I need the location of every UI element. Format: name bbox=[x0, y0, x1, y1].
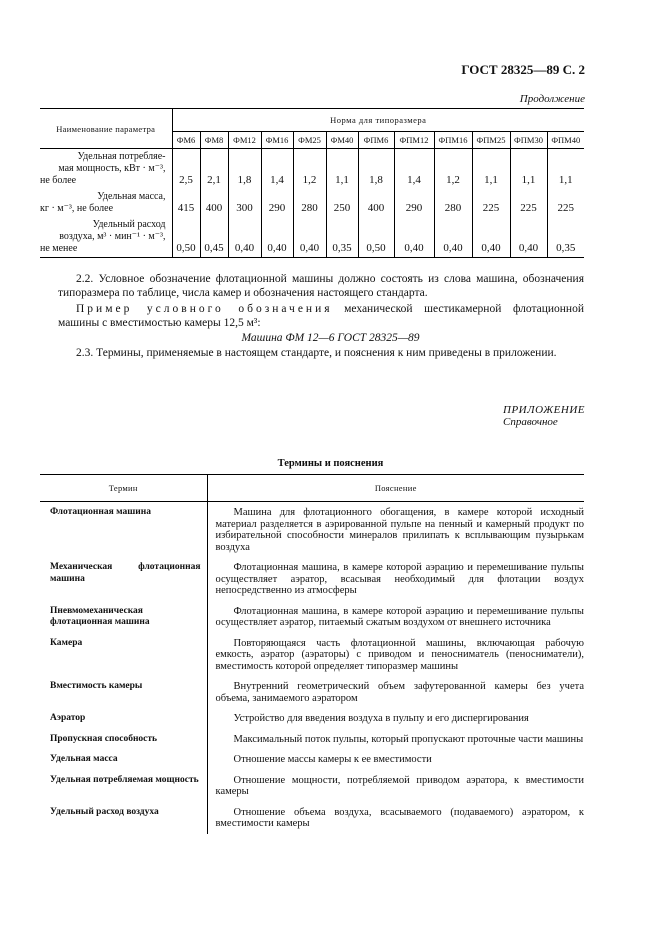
explanation bbox=[207, 676, 584, 708]
value-cell: 0,40 bbox=[394, 217, 434, 258]
explanation bbox=[207, 633, 584, 677]
size-header: ФМ12 bbox=[228, 132, 261, 149]
value-cell: 1,2 bbox=[293, 149, 326, 190]
explanation-text: Максимальный поток пульпы, который пропускают проточные части машины bbox=[233, 733, 584, 745]
explanation-text: Отношение мощности, потребляемой приводом аэратора, к вместимости камеры bbox=[215, 774, 584, 797]
value-cell: 415 bbox=[177, 202, 195, 214]
param-line: Удельная потребляе- bbox=[77, 151, 166, 162]
explanation bbox=[207, 557, 584, 601]
term: Флотационная машина bbox=[40, 502, 207, 558]
value-cell: 0,50 bbox=[358, 217, 394, 258]
term: Механическая флотационная машина bbox=[40, 557, 207, 601]
explanation-text: Флотационная машина, в камере которой аэрацию и перемешивание пульпы осуществляет аэратор, питаемый сжатым воздухом от внешнего источника bbox=[215, 605, 584, 628]
size-header: ФПМ40 bbox=[547, 132, 584, 149]
explanation-column-header: Пояснение bbox=[207, 475, 584, 502]
explanation bbox=[207, 708, 584, 729]
param-line: воздуха, м³ · мин⁻¹ · м⁻³, bbox=[59, 231, 166, 242]
param-line: Удельный расход bbox=[92, 219, 166, 230]
value-cell: 280 bbox=[434, 189, 472, 217]
size-header: ФПМ12 bbox=[394, 132, 434, 149]
value-cell: 0,40 bbox=[293, 217, 326, 258]
page-header: ГОСТ 28325—89 С. 2 bbox=[461, 62, 585, 77]
value-cell: 1,2 bbox=[434, 149, 472, 190]
norm-header: Норма для типоразмера bbox=[172, 109, 584, 132]
value-cell: 1,1 bbox=[547, 149, 584, 190]
table-row bbox=[40, 557, 584, 601]
value-cell: 1,4 bbox=[261, 149, 293, 190]
size-header: ФМ16 bbox=[261, 132, 293, 149]
param-line: мая мощность, кВт · м⁻³, bbox=[58, 163, 166, 174]
term: Пневмомеханическая флотационная машина bbox=[40, 601, 207, 633]
table-row bbox=[40, 708, 584, 729]
value-cell: 1,8 bbox=[358, 149, 394, 190]
param-line: не более bbox=[40, 175, 77, 186]
size-header: ФМ25 bbox=[293, 132, 326, 149]
table-row bbox=[40, 676, 584, 708]
value-cell: 0,40 bbox=[472, 217, 510, 258]
paragraph-2-3: 2.3. Термины, применяемые в настоящем стандарте, и пояснения к ним приведены в приложении. bbox=[76, 347, 557, 359]
value-cell: 290 bbox=[394, 189, 434, 217]
appendix-title: ПРИЛОЖЕНИЕ bbox=[503, 404, 585, 416]
explanation-text: Повторяющаяся часть флотационной машины, включающая рабочую емкость, аэратор (аэраторы) с приводом и пеносниматель (пеносниматели), вместимость которой определяет типоразмер машины bbox=[215, 637, 584, 672]
value-cell: 0,40 bbox=[261, 217, 293, 258]
value-cell: 225 bbox=[472, 189, 510, 217]
param-name bbox=[40, 189, 172, 217]
table-row bbox=[40, 749, 584, 770]
param-line: кг · м⁻³, не более bbox=[40, 203, 114, 214]
param-line: Удельная масса, bbox=[97, 191, 166, 202]
value-cell: 1,4 bbox=[394, 149, 434, 190]
value-cell: 0,35 bbox=[547, 217, 584, 258]
parameters-table bbox=[40, 108, 584, 258]
explanation-text: Устройство для введения воздуха в пульпу и его диспергирования bbox=[233, 713, 529, 724]
paragraph-2-2: 2.2. Условное обозначение флотационной машины должно состоять из слова машина, обозначения типоразмера по таблице, числа камер и обозначения настоящего стандарта. bbox=[58, 273, 584, 299]
value-cell: 0,50 bbox=[172, 217, 200, 258]
value-cell: 400 bbox=[200, 189, 228, 217]
terms-table-title: Термины и пояснения bbox=[277, 458, 384, 469]
size-header: ФМ6 bbox=[172, 132, 200, 149]
value-cell: 1,1 bbox=[326, 149, 358, 190]
appendix-label bbox=[503, 404, 585, 428]
term: Камера bbox=[40, 633, 207, 677]
size-header: ФПМ16 bbox=[434, 132, 472, 149]
value-cell: 2,1 bbox=[200, 149, 228, 190]
explanation-text: Отношение объема воздуха, всасываемого (подаваемого) аэратором, к вместимости камеры bbox=[215, 806, 584, 829]
term: Удельная масса bbox=[40, 749, 207, 770]
example-designation: Машина ФМ 12—6 ГОСТ 28325—89 bbox=[241, 332, 420, 344]
table-row bbox=[40, 502, 584, 558]
explanation bbox=[207, 802, 584, 834]
term: Удельный расход воздуха bbox=[40, 802, 207, 834]
explanation-text: Внутренний геометрический объем зафутерованной камеры без учета объема, занимаемого аэратором bbox=[215, 681, 584, 704]
param-column-header: Наименование параметра bbox=[40, 109, 172, 149]
term: Пропускная способность bbox=[40, 729, 207, 750]
value-cell: 1,8 bbox=[228, 149, 261, 190]
value-cell: 1,1 bbox=[510, 149, 547, 190]
value-cell: 1,1 bbox=[472, 149, 510, 190]
param-name bbox=[40, 149, 172, 190]
value-cell: 400 bbox=[358, 189, 394, 217]
size-header: ФПМ6 bbox=[358, 132, 394, 149]
table-row bbox=[40, 601, 584, 633]
table-row bbox=[40, 729, 584, 750]
param-name bbox=[40, 217, 172, 258]
size-header: ФМ8 bbox=[200, 132, 228, 149]
terms-table bbox=[40, 474, 584, 834]
value-cell: 300 bbox=[228, 189, 261, 217]
value-cell: 0,35 bbox=[326, 217, 358, 258]
term: Вместимость камеры bbox=[40, 676, 207, 708]
value-cell: 225 bbox=[547, 189, 584, 217]
table-row bbox=[40, 633, 584, 677]
value-cell: 0,40 bbox=[228, 217, 261, 258]
explanation bbox=[207, 502, 584, 558]
size-header: ФПМ25 bbox=[472, 132, 510, 149]
appendix-kind: Справочное bbox=[503, 416, 558, 428]
explanation-text: Отношение массы камеры к ее вместимости bbox=[233, 754, 432, 765]
value-cell: 0,40 bbox=[510, 217, 547, 258]
value-cell: 290 bbox=[261, 189, 293, 217]
explanation bbox=[207, 729, 584, 750]
value-cell: 0,40 bbox=[434, 217, 472, 258]
explanation bbox=[207, 601, 584, 633]
example-label: Пример условного обозначения bbox=[76, 303, 333, 315]
term-column-header: Термин bbox=[40, 475, 207, 502]
explanation-text: Флотационная машина, в камере которой аэрацию и перемешивание пульпы осуществляет аэратор, всасывая необходимый для флотации воздух непосредственно из атмосферы bbox=[215, 562, 584, 596]
table-row bbox=[40, 802, 584, 834]
explanation bbox=[207, 770, 584, 802]
explanation bbox=[207, 749, 584, 770]
param-line: не менее bbox=[40, 243, 78, 254]
table-row bbox=[40, 189, 584, 217]
table-row bbox=[40, 770, 584, 802]
continuation-label: Продолжение bbox=[519, 93, 585, 105]
paragraph-example bbox=[58, 302, 584, 330]
example-text: механической шестикамерной флотационной машины с вместимостью камеры 12,5 м³: bbox=[58, 303, 584, 329]
term: Аэратор bbox=[40, 708, 207, 729]
term: Удельная потребляемая мощность bbox=[40, 770, 207, 802]
value-cell: 225 bbox=[510, 189, 547, 217]
value-cell: 2,5 bbox=[179, 174, 193, 186]
table-row bbox=[40, 217, 584, 258]
explanation-text: Машина для флотационного обогащения, в камере которой исходный материал разделяется в аэрированной пульпе на пенный и камерный продукт по избирательной способности минералов прилипать к всплывающим пузырькам воздуха bbox=[215, 507, 584, 553]
size-header: ФМ40 bbox=[326, 132, 358, 149]
value-cell: 0,45 bbox=[200, 217, 228, 258]
value-cell: 250 bbox=[326, 189, 358, 217]
size-header: ФПМ30 bbox=[510, 132, 547, 149]
table-row bbox=[40, 149, 584, 190]
value-cell: 280 bbox=[293, 189, 326, 217]
